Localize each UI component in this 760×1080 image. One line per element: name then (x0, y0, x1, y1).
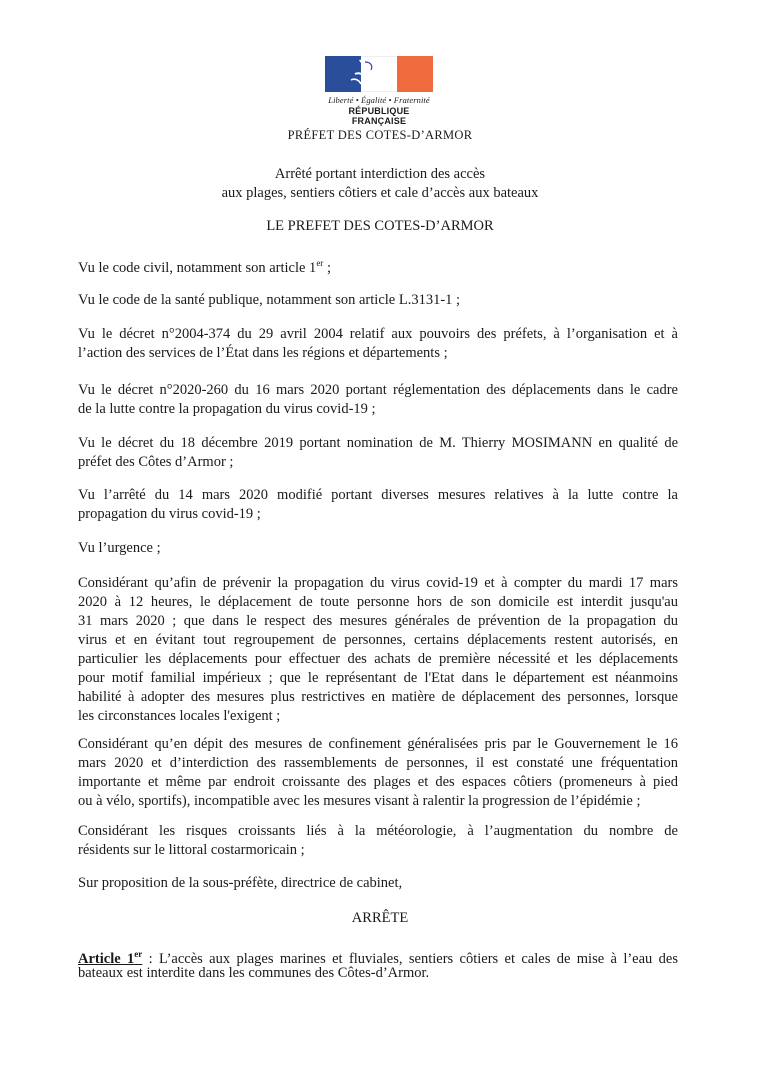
paragraph-line: l’action des services de l’État dans les régions et départements ; (78, 345, 448, 361)
superscript: er (134, 949, 143, 959)
arrete-title (0, 165, 760, 203)
vu-code-civil (78, 254, 678, 278)
title-line: Arrêté portant interdiction des accès (274, 166, 486, 182)
paragraph-line: importante et même par endroit croissante des plages et des espaces côtiers (promeneurs à pied (78, 774, 678, 790)
considerant-1 (78, 574, 678, 726)
paragraph-line: Considérant qu’afin de prévenir la propagation du virus covid-19 et à compter du mardi 17 mars (78, 575, 678, 591)
paragraph-line: propagation du virus covid-19 ; (78, 506, 261, 522)
paragraph-line: Considérant qu’en dépit des mesures de confinement généralisées pris par le Gouvernement le 16 (78, 736, 678, 752)
marianne-flag-icon (325, 56, 433, 92)
paragraph-line: Vu le décret n°2004-374 du 29 avril 2004 relatif aux pouvoirs des préfets, à l’organisation et à (78, 326, 678, 342)
paragraph-line: Vu le décret du 18 décembre 2019 portant nomination de M. Thierry MOSIMANN en qualité de (78, 435, 678, 451)
le-prefet-heading: LE PREFET DES COTES-D’ARMOR (266, 218, 494, 234)
paragraph-line: 2020 à 12 heures, le déplacement de toute personne hors de son domicile est interdit jusqu'au (78, 594, 678, 610)
vu-decret-2019 (78, 434, 678, 472)
vu-urgence: Vu l’urgence ; (78, 540, 161, 556)
paragraph-line: de la lutte contre la propagation du virus covid-19 ; (78, 401, 376, 417)
paragraph-line: les circonstances locales l'exigent ; (78, 708, 281, 724)
article-1-text: : L’accès aux plages marines et fluviales, sentiers côtiers et cales de mise à l’eau des (142, 951, 678, 967)
logo-republique-francaise: RÉPUBLIQUE FRANÇAISE (348, 106, 410, 126)
paragraph-line: préfet des Côtes d’Armor ; (78, 454, 234, 470)
paragraph-line: pour motif familial impérieux ; que le représentant de l'Etat dans le département est néanmoins (78, 670, 678, 686)
vu-decret-2004 (78, 325, 678, 363)
paragraph-line: Vu l’arrêté du 14 mars 2020 modifié portant diverses mesures relatives à la lutte contre la (78, 487, 678, 503)
arrete-heading: ARRÊTE (351, 910, 409, 926)
paragraph-line: Vu le décret n°2020-260 du 16 mars 2020 portant réglementation des déplacements dans le cadre (78, 382, 678, 398)
title-line: aux plages, sentiers côtiers et cale d’accès aux bateaux (221, 185, 539, 201)
paragraph-line: bateaux est interdite dans les communes des Côtes-d’Armor. (78, 965, 430, 981)
considerant-3 (78, 822, 678, 860)
paragraph-line: 31 mars 2020 ; que dans le respect des mesures générales de prévention de la propagation du (78, 613, 678, 629)
considerant-2 (78, 735, 678, 811)
article-label-text: Article 1 (78, 951, 135, 967)
paragraph-line: particulier les déplacements pour effectuer des achats de première nécessité et les déplacements (78, 651, 678, 667)
paragraph-line: virus et en évitant tout regroupement de personnes, certains déplacements restent autorisés, en (78, 632, 678, 648)
prefecture-header: PRÉFET DES COTES-D’ARMOR (287, 128, 473, 142)
vu-code-civil-tail: ; (323, 260, 331, 276)
vu-arrete (78, 486, 678, 524)
paragraph-line: ou à vélo, sportifs), incompatible avec les mesures visant à ralentir la progression de l’épidémie ; (78, 793, 641, 809)
paragraph-line (78, 945, 678, 967)
vu-decret-2020 (78, 381, 678, 419)
logo-motto: Liberté • Égalité • Fraternité (328, 95, 430, 105)
vu-code-civil-text: Vu le code civil, notamment son article 1 (78, 260, 317, 276)
paragraph-line: habilité à adopter des mesures plus restrictives en matière de déplacement des personnes, lorsque (78, 689, 678, 705)
paragraph-line: résidents sur le littoral costarmoricain ; (78, 842, 305, 858)
sur-proposition: Sur proposition de la sous-préfète, directrice de cabinet, (78, 875, 403, 891)
article-1 (78, 945, 678, 983)
republique-francaise-logo (323, 56, 435, 126)
paragraph-line: mars 2020 et d’interdiction des rassemblements de personnes, il est constaté une fréquentation (78, 755, 678, 771)
paragraph-line: Considérant les risques croissants liés à la météorologie, à l’augmentation du nombre de (78, 823, 678, 839)
superscript: er (316, 258, 324, 268)
vu-code-sante: Vu le code de la santé publique, notamment son article L.3131-1 ; (78, 292, 461, 308)
